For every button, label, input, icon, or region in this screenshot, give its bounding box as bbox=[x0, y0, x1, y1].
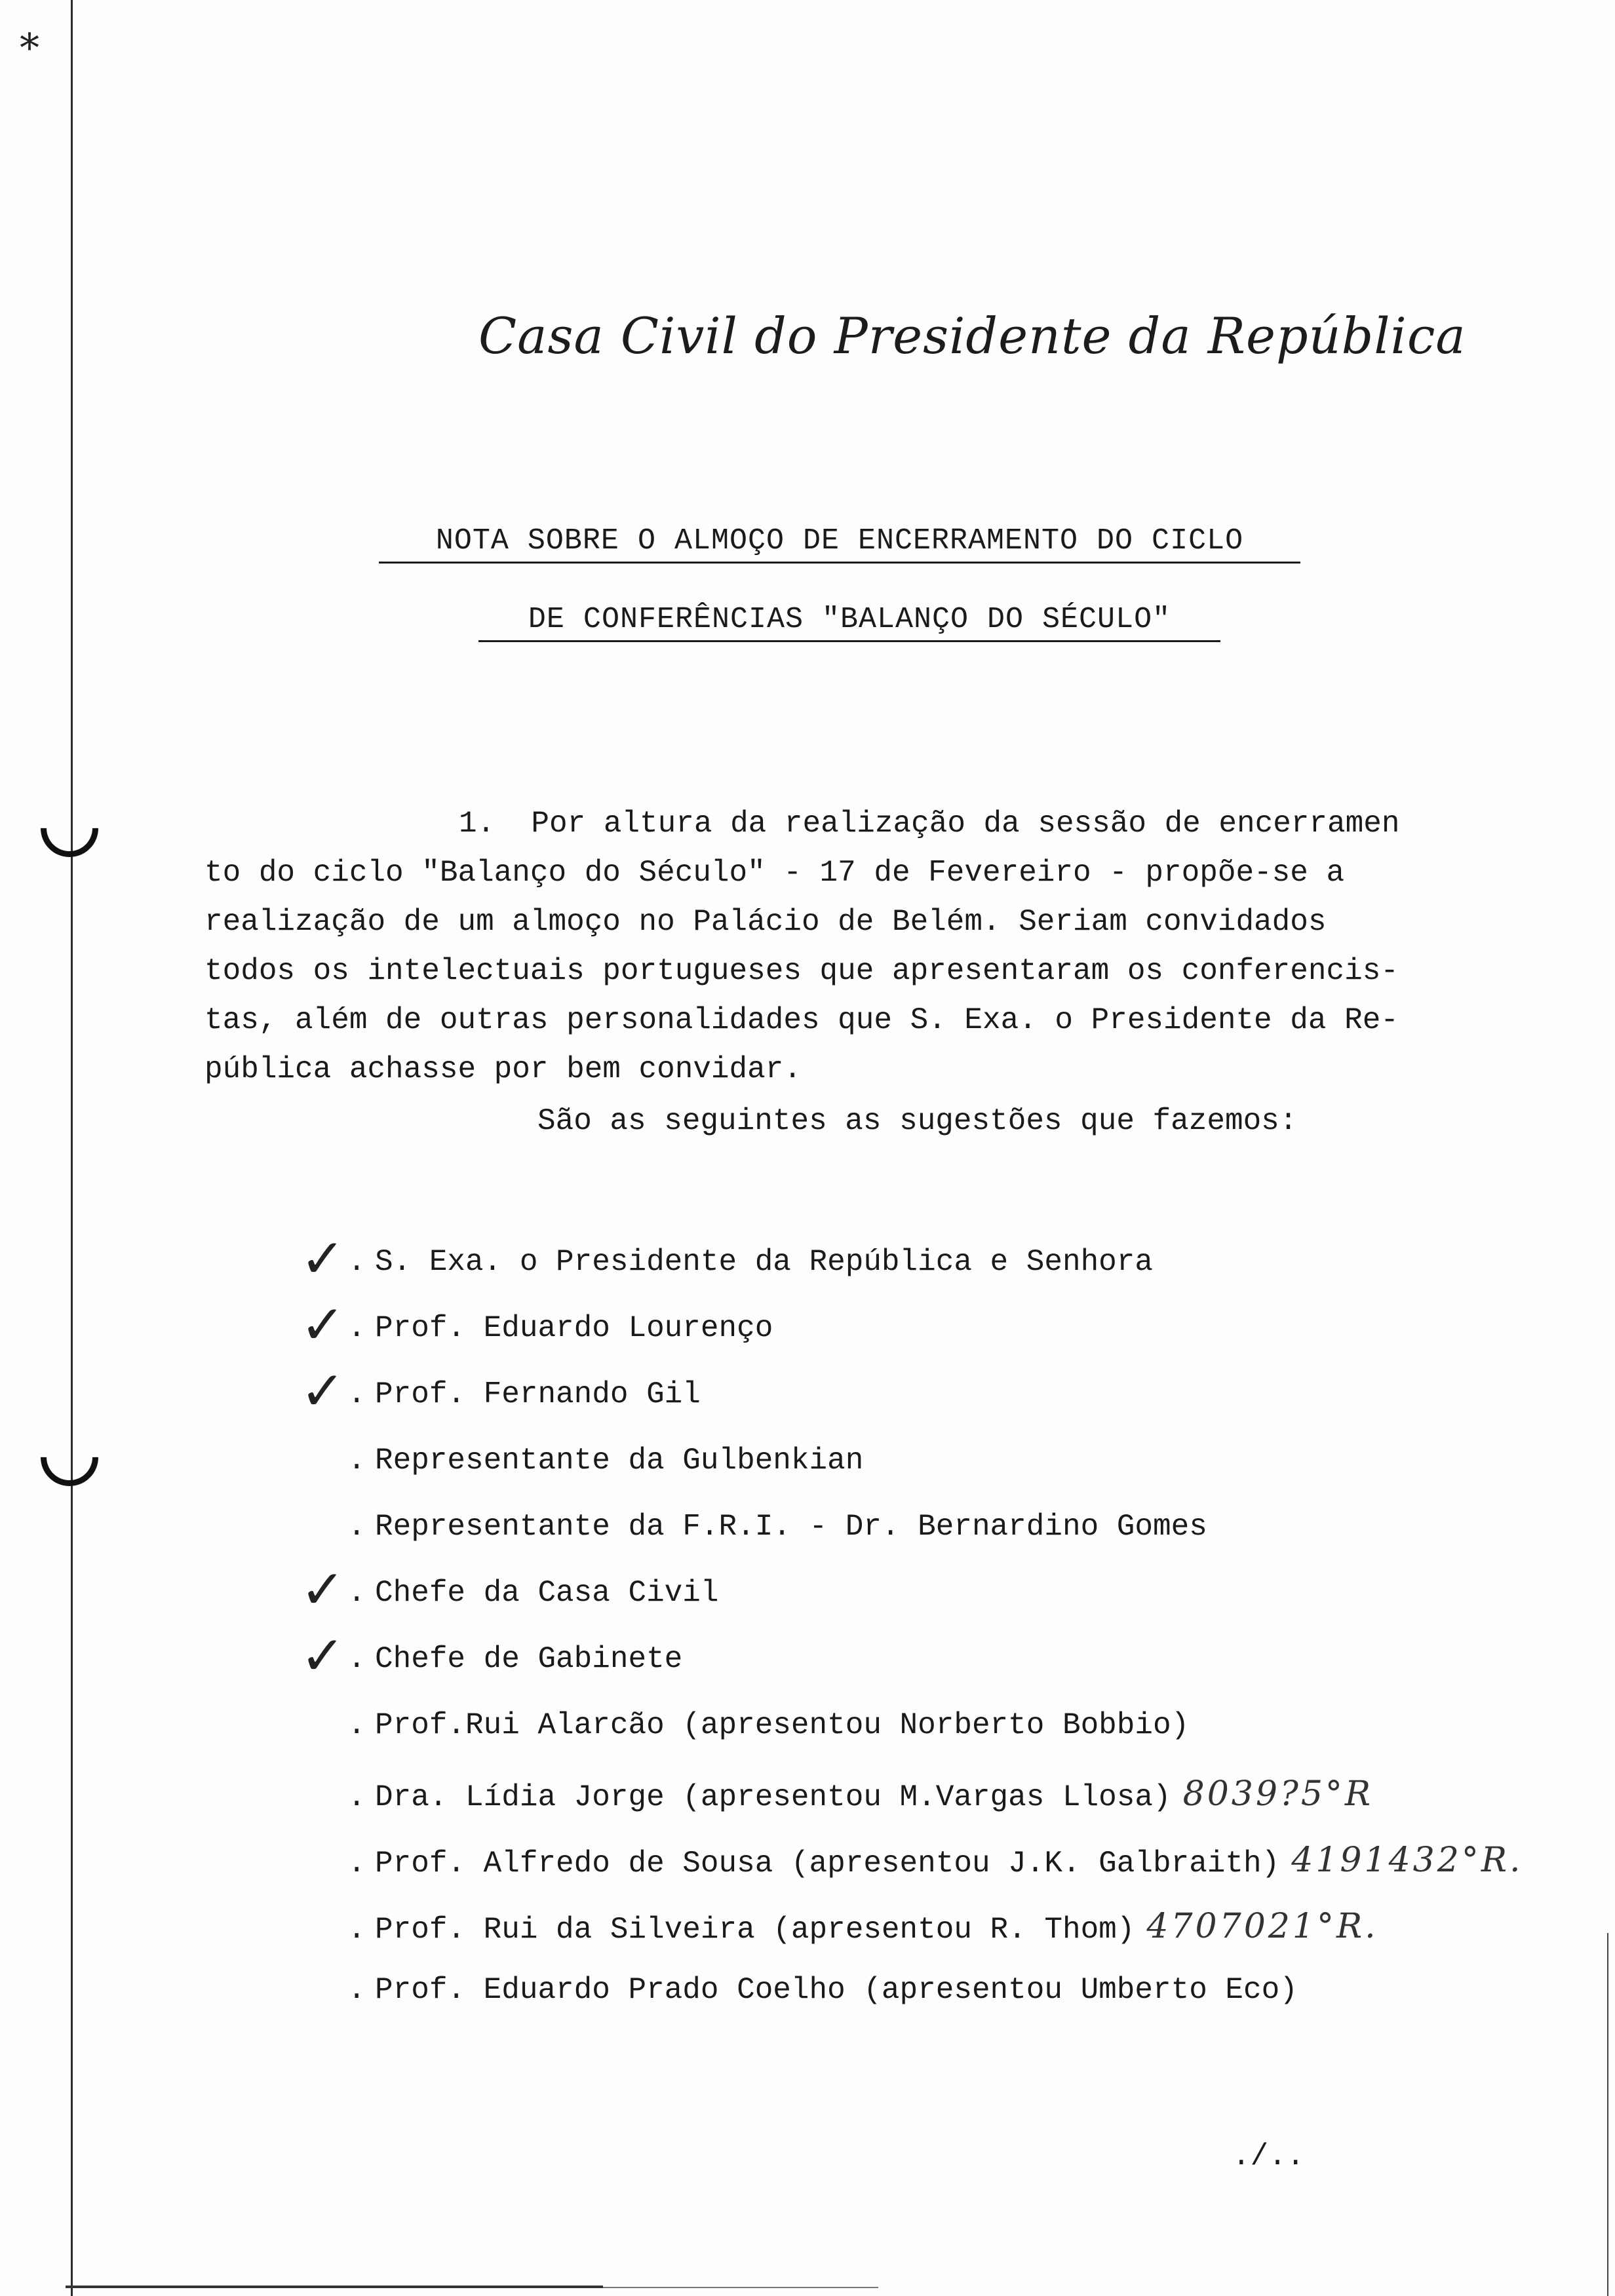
list-item-text: Prof. Eduardo Prado Coelho (apresentou Umberto Eco) bbox=[375, 1973, 1298, 2007]
list-item bbox=[300, 1360, 1523, 1444]
list-item bbox=[300, 1559, 1523, 1642]
list-item bbox=[302, 1907, 1523, 1973]
continuation-mark: ./.. bbox=[1232, 2139, 1305, 2173]
punch-hole-icon bbox=[29, 1417, 110, 1498]
paragraph-line: 1. Por altura da realização da sessão de encerramen bbox=[459, 807, 1400, 841]
check-mark-icon: ✓ bbox=[300, 1360, 345, 1423]
bullet: . bbox=[347, 1444, 366, 1478]
list-intro: São as seguintes as sugestões que fazemos: bbox=[537, 1104, 1298, 1138]
bullet: . bbox=[347, 1510, 366, 1544]
bullet: . bbox=[347, 1377, 366, 1411]
paragraph-line: realização de um almoço no Palácio de Belém. Seriam convidados bbox=[204, 905, 1327, 939]
paragraph-line: todos os intelectuais portugueses que apresentaram os conferencis- bbox=[204, 954, 1399, 988]
check-mark-icon: ✓ bbox=[300, 1228, 345, 1290]
list-item-text: Dra. Lídia Jorge (apresentou M.Vargas Llosa) bbox=[375, 1780, 1171, 1814]
title-line-1: NOTA SOBRE O ALMOÇO DE ENCERRAMENTO DO CICLO bbox=[379, 524, 1300, 564]
list-item-text: Prof. Alfredo de Sousa (apresentou J.K. Galbraith) bbox=[375, 1846, 1280, 1881]
page-edge-bottom bbox=[66, 2286, 603, 2288]
title-line-2: DE CONFERÊNCIAS "BALANÇO DO SÉCULO" bbox=[478, 603, 1220, 642]
paragraph-line: to do ciclo "Balanço do Século" - 17 de Fevereiro - propõe-se a bbox=[204, 856, 1345, 890]
list-item bbox=[302, 1444, 1523, 1510]
bullet: . bbox=[347, 1245, 366, 1279]
list-item-text: Prof.Rui Alarcão (apresentou Norberto Bobbio) bbox=[375, 1708, 1190, 1742]
handwritten-note: 4191432°R. bbox=[1291, 1841, 1523, 1880]
bullet: . bbox=[347, 1780, 366, 1814]
list-item bbox=[302, 1510, 1523, 1576]
list-item bbox=[302, 1973, 1523, 2039]
list-item bbox=[302, 1774, 1523, 1841]
body-paragraph bbox=[204, 799, 1509, 1094]
check-mark-icon: ✓ bbox=[300, 1625, 345, 1687]
list-item-text: S. Exa. o Presidente da República e Senhora bbox=[375, 1245, 1153, 1279]
paragraph-line: tas, além de outras personalidades que S. Exa. o Presidente da Re- bbox=[204, 1003, 1399, 1037]
punch-hole-icon bbox=[29, 788, 110, 869]
list-item bbox=[302, 1841, 1523, 1907]
list-item-text: Representante da F.R.I. - Dr. Bernardino Gomes bbox=[375, 1510, 1207, 1544]
bullet: . bbox=[347, 1642, 366, 1676]
list-item bbox=[300, 1228, 1523, 1311]
bullet: . bbox=[347, 1311, 366, 1345]
paragraph-line: pública achasse por bem convidar. bbox=[204, 1052, 802, 1086]
handwritten-note: 4707021°R. bbox=[1146, 1907, 1378, 1946]
bullet: . bbox=[347, 1846, 366, 1881]
page-edge-bottom-faint bbox=[603, 2287, 878, 2288]
bullet: . bbox=[347, 1576, 366, 1610]
handwritten-note: 8039?5°R bbox=[1182, 1774, 1374, 1814]
list-item-text: Prof. Eduardo Lourenço bbox=[375, 1311, 773, 1345]
list-item bbox=[300, 1625, 1523, 1708]
list-item-text: Chefe da Casa Civil bbox=[375, 1576, 719, 1610]
list-item-text: Chefe de Gabinete bbox=[375, 1642, 683, 1676]
list-item-text: Prof. Fernando Gil bbox=[375, 1377, 701, 1411]
bullet: . bbox=[347, 1973, 366, 2007]
list-item-text: Prof. Rui da Silveira (apresentou R. Thom) bbox=[375, 1913, 1135, 1947]
check-mark-icon: ✓ bbox=[300, 1559, 345, 1621]
bullet: . bbox=[347, 1913, 366, 1947]
list-item bbox=[302, 1708, 1523, 1774]
list-item bbox=[300, 1294, 1523, 1377]
letterhead: Casa Civil do Presidente da República bbox=[478, 307, 1466, 365]
check-mark-icon: ✓ bbox=[300, 1294, 345, 1356]
guest-list bbox=[300, 1228, 1523, 2039]
corner-mark-icon: ⁎ bbox=[20, 13, 39, 59]
margin-rule bbox=[71, 0, 73, 2296]
page-edge-right bbox=[1607, 1933, 1608, 2296]
list-item-text: Representante da Gulbenkian bbox=[375, 1444, 864, 1478]
bullet: . bbox=[347, 1708, 366, 1742]
